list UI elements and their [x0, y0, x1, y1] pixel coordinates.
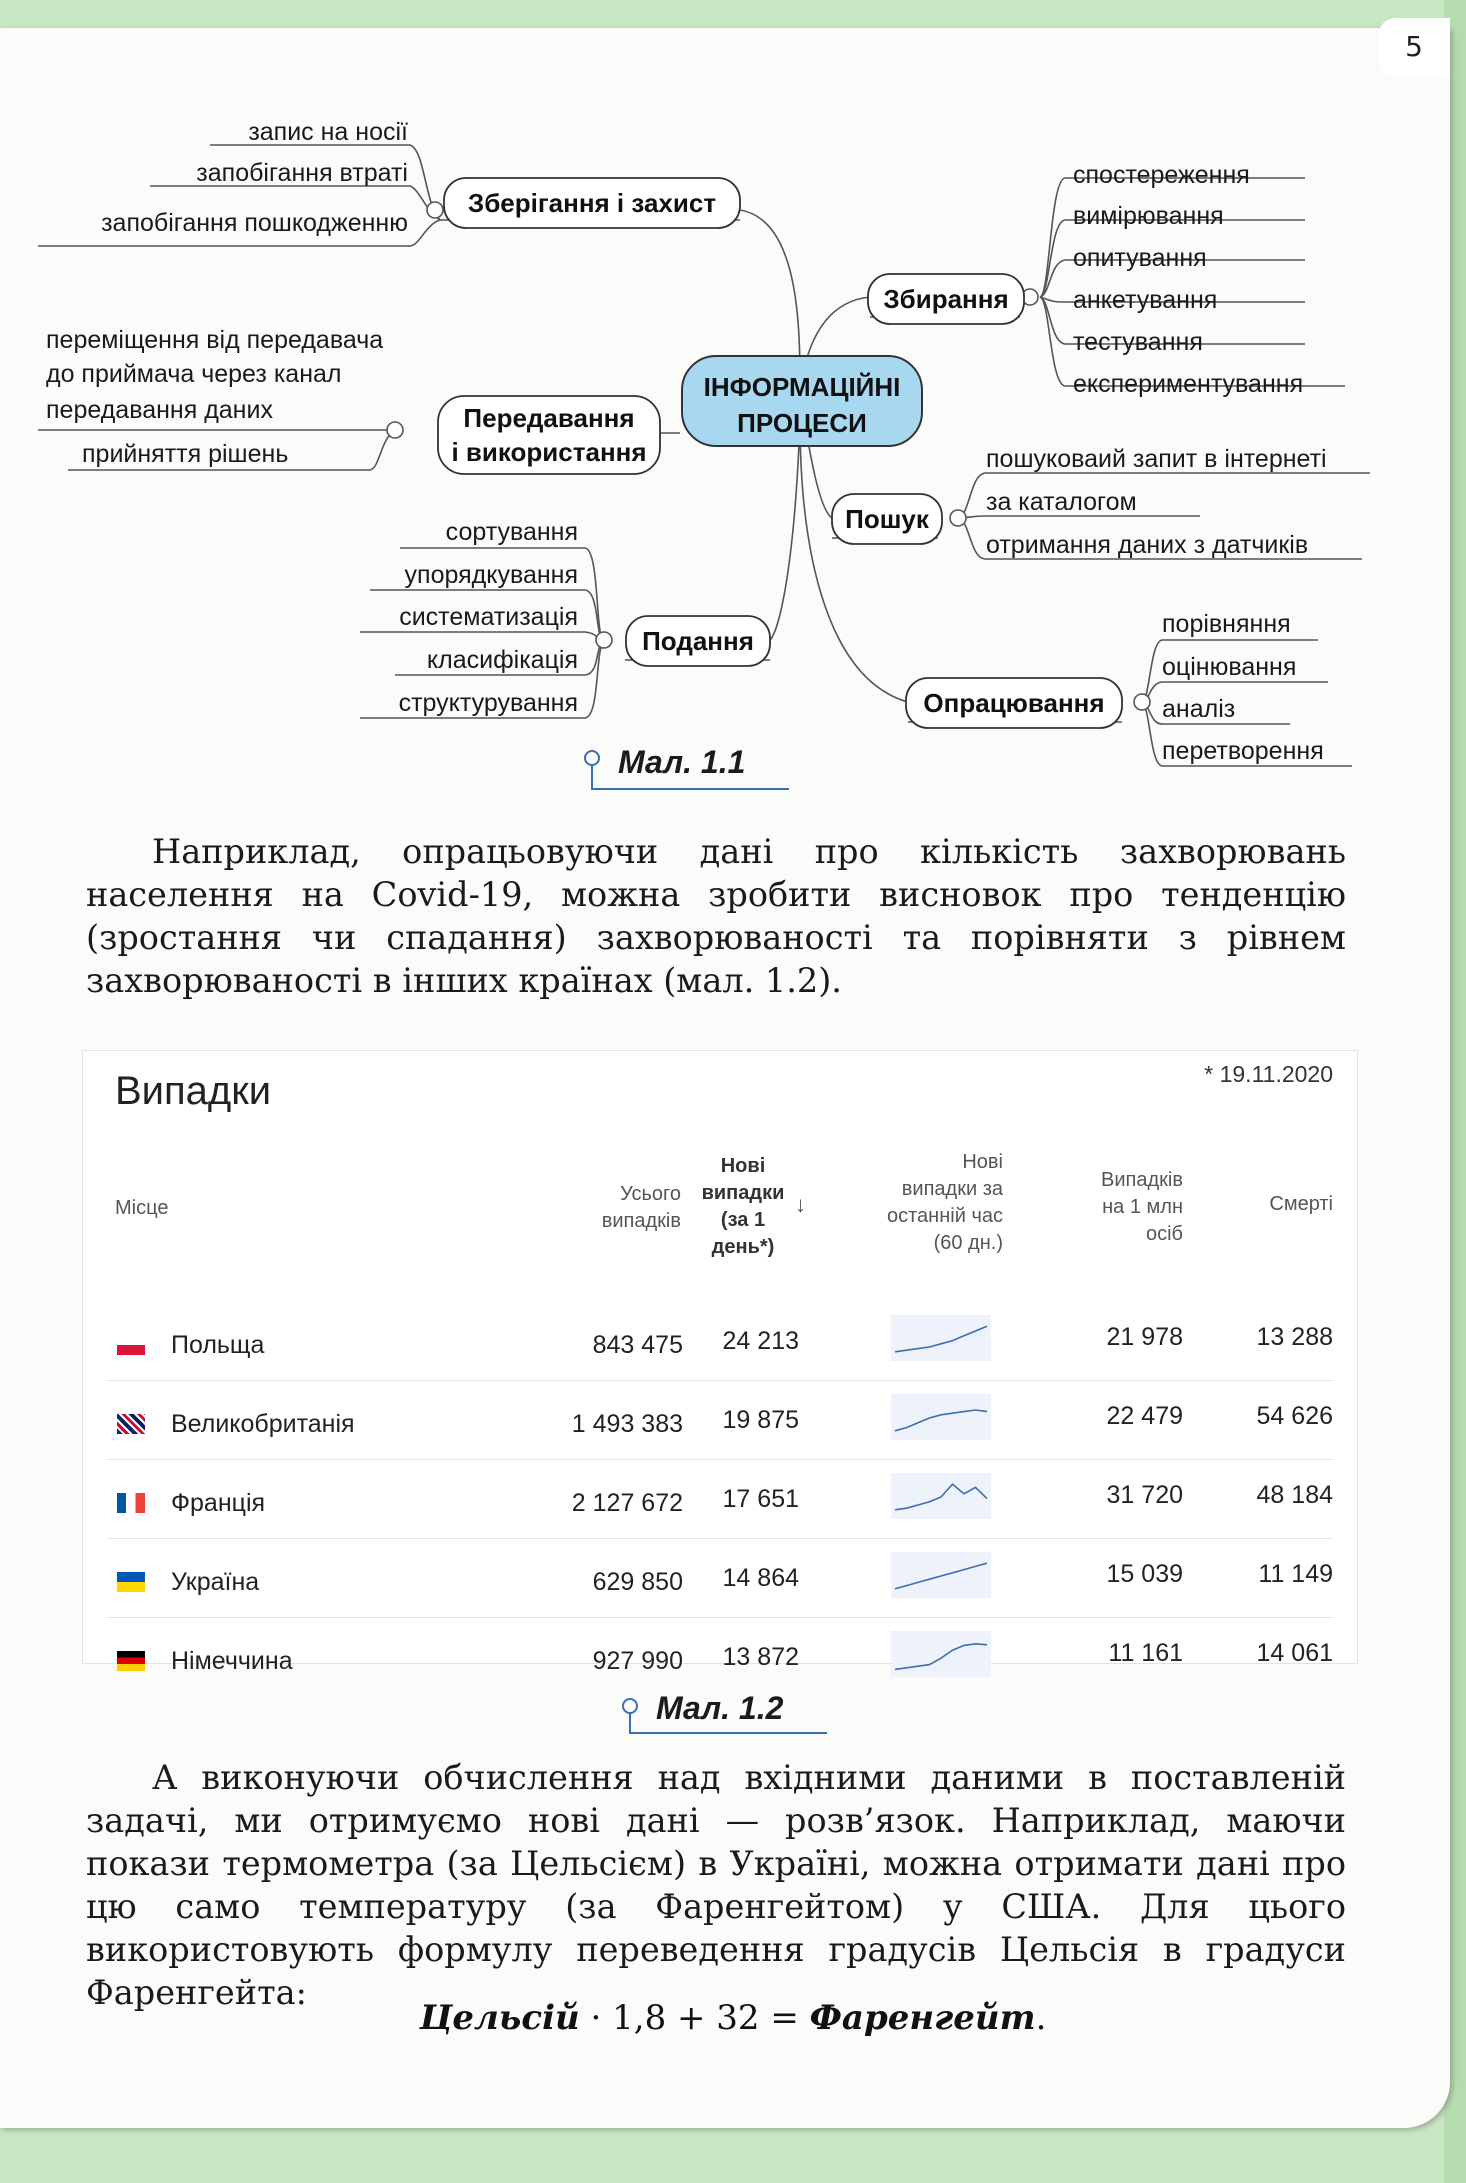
figure-caption-2: Мал. 1.2 — [656, 1690, 784, 1726]
processing-node-dot — [1134, 694, 1150, 710]
collection-item: вимірювання — [1073, 202, 1224, 230]
paragraph-2-text: А виконуючи обчислення над вхідними даними в поставленій задачі, ми отримуємо нові дані — розв’язок. Наприклад, маючи покази термометра (за Цельсієм) в Україні, можна отримати дані про цю само температуру (за Фаренгейтом) у США. Для цього використовують формулу переведення градусів Цельсія в градуси Фаренгейта: — [86, 1758, 1346, 2012]
row-divider — [107, 1459, 1333, 1460]
formula-operator: · 1,8 + 32 = — [579, 1998, 810, 2038]
country-flag-icon — [117, 1414, 145, 1434]
collection-node-label: Збирання — [883, 284, 1009, 314]
deaths: 14 061 — [1256, 1639, 1333, 1667]
search-item: отримання даних з датчиків — [986, 531, 1309, 559]
collection-item: експериментування — [1073, 370, 1304, 398]
storage-item: запобігання пошкодженню — [101, 209, 408, 237]
deaths: 13 288 — [1256, 1323, 1333, 1351]
page-number: 5 — [1378, 18, 1450, 76]
header-new[interactable]: Нові випадки (за 1 день*) — [701, 1155, 785, 1258]
transfer-item: до приймача через канал — [46, 360, 342, 388]
presentation-item: сортування — [445, 518, 578, 546]
center-node-line2: ПРОЦЕСИ — [737, 408, 867, 438]
country-name: Польща — [171, 1331, 265, 1359]
header-place: Місце — [115, 1197, 169, 1219]
total-cases: 1 493 383 — [571, 1410, 683, 1438]
caption-stem — [629, 1712, 631, 1732]
table-row[interactable] — [83, 1459, 1357, 1537]
search-node-label: Пошук — [845, 504, 929, 534]
transfer-item: прийняття рішень — [82, 440, 289, 468]
total-cases: 629 850 — [592, 1568, 683, 1596]
header-per-million: Випадків на 1 млн осіб — [1101, 1169, 1183, 1245]
table-date: * 19.11.2020 — [1204, 1061, 1333, 1087]
storage-item: запобігання втраті — [196, 159, 408, 187]
collection-item: тестування — [1073, 328, 1203, 356]
header-total: Усього випадків — [601, 1183, 681, 1232]
presentation-item: упорядкування — [404, 561, 578, 589]
collection-item: анкетування — [1073, 286, 1218, 314]
trend-line — [895, 1644, 987, 1670]
processing-item: оцінювання — [1162, 653, 1297, 681]
cases-per-million: 11 161 — [1108, 1639, 1183, 1667]
deaths: 11 149 — [1258, 1560, 1333, 1588]
cases-per-million: 21 978 — [1106, 1323, 1183, 1351]
formula — [0, 1998, 1466, 2038]
trend-sparkline — [891, 1473, 991, 1519]
presentation-item: класифікація — [426, 646, 578, 674]
figure-caption-1: Мал. 1.1 — [618, 744, 746, 780]
total-cases: 843 475 — [592, 1331, 683, 1359]
new-cases: 19 875 — [722, 1406, 799, 1434]
caption-underline — [591, 788, 789, 790]
presentation-node-label: Подання — [642, 626, 754, 656]
row-divider — [107, 1617, 1333, 1618]
transfer-item: переміщення від передавача — [46, 326, 384, 354]
row-divider — [107, 1538, 1333, 1539]
new-cases: 17 651 — [722, 1485, 799, 1513]
processing-item: порівняння — [1162, 610, 1291, 638]
trend-line — [895, 1484, 987, 1510]
country-name: Франція — [171, 1489, 266, 1517]
country-name: Великобританія — [171, 1410, 355, 1438]
search-item: пошуковаий запит в інтернеті — [986, 445, 1327, 473]
sort-arrow-icon[interactable]: ↓ — [795, 1192, 806, 1217]
mind-map-diagram — [0, 0, 1466, 800]
formula-end: . — [1035, 1998, 1047, 2038]
paragraph-1-text: Наприклад, опрацьовуючи дані про кількість захворювань населення на Covid-19, можна зробити висновок про тенденцію (зростання чи спадання) захворюваності та порівняти з рівнем захворюваності в інших країнах (мал. 1.2). — [86, 832, 1346, 1000]
processing-item: перетворення — [1162, 737, 1324, 765]
header-recent: Нові випадки за останній час (60 дн.) — [887, 1151, 1003, 1254]
cases-per-million: 15 039 — [1106, 1560, 1183, 1588]
trend-line — [895, 1410, 987, 1431]
cases-per-million: 22 479 — [1106, 1402, 1183, 1430]
country-name: Україна — [171, 1568, 260, 1596]
presentation-item: систематизація — [399, 603, 578, 631]
deaths: 54 626 — [1256, 1402, 1333, 1430]
header-deaths: Смерті — [1269, 1193, 1333, 1215]
trend-sparkline — [891, 1631, 991, 1677]
transfer-item: передавання даних — [46, 396, 273, 424]
table-row[interactable] — [83, 1617, 1357, 1695]
search-item: за каталогом — [986, 488, 1137, 516]
center-node-line1: ІНФОРМАЦІЙНІ — [703, 372, 901, 402]
trend-line — [895, 1563, 987, 1589]
search-node-dot — [950, 510, 966, 526]
total-cases: 2 127 672 — [571, 1489, 683, 1517]
paragraph-1 — [86, 830, 1346, 1002]
paragraph-2 — [86, 1756, 1346, 2014]
country-flag-icon — [117, 1651, 145, 1671]
presentation-node-dot — [596, 632, 612, 648]
deaths: 48 184 — [1256, 1481, 1333, 1509]
formula-celsius: Цельсій — [419, 1998, 580, 2038]
trend-sparkline — [891, 1552, 991, 1598]
country-name: Німеччина — [171, 1647, 293, 1675]
table-row[interactable] — [83, 1380, 1357, 1458]
covid-cases-table — [82, 1050, 1358, 1675]
presentation-item: структурування — [398, 689, 578, 717]
collection-item: спостереження — [1073, 161, 1250, 189]
storage-node-dot — [427, 202, 443, 218]
storage-item: запис на носії — [248, 118, 408, 146]
row-divider — [107, 1380, 1333, 1381]
new-cases: 14 864 — [722, 1564, 799, 1592]
processing-item: аналіз — [1162, 695, 1236, 723]
transfer-node-dot — [387, 422, 403, 438]
trend-sparkline — [891, 1394, 991, 1440]
country-flag-icon — [117, 1335, 145, 1355]
storage-node-label: Зберігання і захист — [467, 188, 717, 218]
transfer-node-line2: і використання — [451, 437, 647, 467]
cases-per-million: 31 720 — [1106, 1481, 1183, 1509]
formula-fahrenheit: Фаренгейт — [809, 1998, 1036, 2038]
country-flag-icon — [117, 1572, 145, 1592]
total-cases: 927 990 — [592, 1647, 683, 1675]
transfer-node-line1: Передавання — [463, 403, 635, 433]
processing-node-label: Опрацювання — [923, 688, 1105, 718]
collection-item: опитування — [1073, 244, 1207, 272]
new-cases: 24 213 — [722, 1327, 799, 1355]
table-row[interactable] — [83, 1538, 1357, 1616]
caption-underline — [629, 1732, 827, 1734]
caption-stem — [591, 764, 593, 788]
table-title: Випадки — [115, 1069, 272, 1113]
country-flag-icon — [117, 1493, 145, 1513]
trend-sparkline — [891, 1315, 991, 1361]
new-cases: 13 872 — [722, 1643, 799, 1671]
trend-line — [895, 1326, 987, 1352]
table-row[interactable] — [83, 1301, 1357, 1379]
